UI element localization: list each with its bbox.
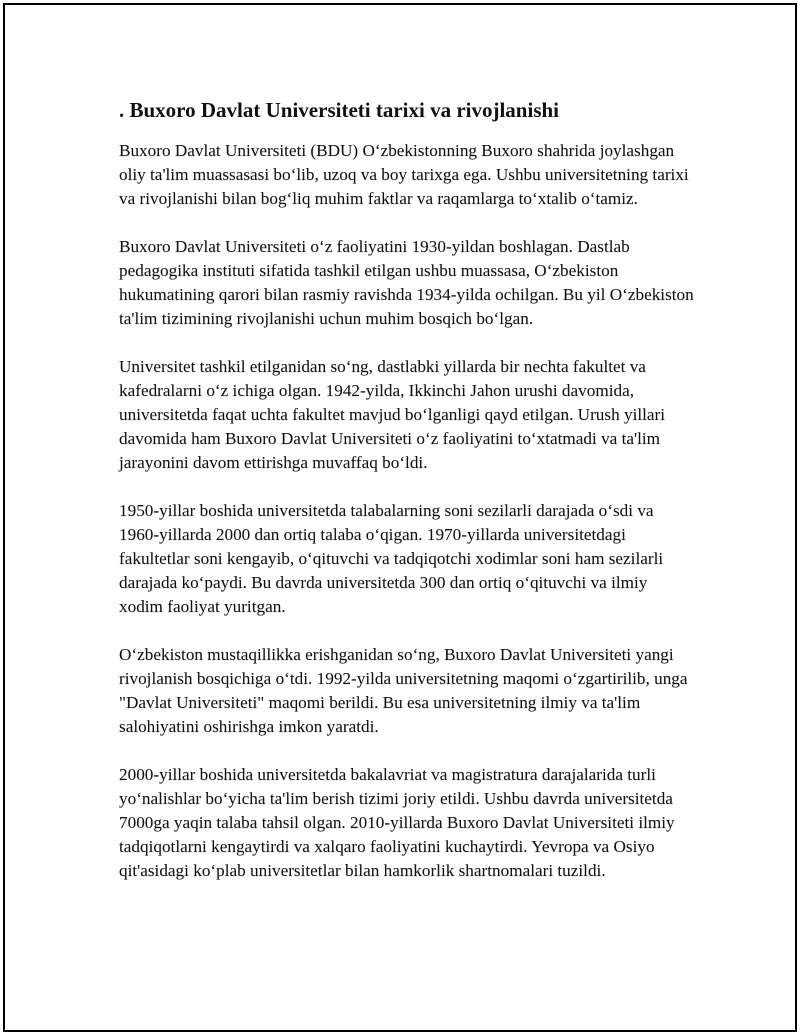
paragraph-modern-era: 2000-yillar boshida universitetda bakalavriat va magistratura darajalarida turli yo‘nalishlar bo‘yicha ta'lim berish tizimi joriy etildi. Ushbu davrda universitetda 7000ga yaqin talaba tahsil olgan. 2010-yillarda Buxoro Davlat Universiteti ilmiy tadqiqotlarni kengaytirdi va xalqaro faoliyatini kuchaytirdi. Yevropa va Osiyo qit'asidagi ko‘plab universitetlar bilan hamkorlik shartnomalari tuzildi. [119,765,675,880]
paragraph-intro: Buxoro Davlat Universiteti (BDU) O‘zbekistonning Buxoro shahrida joylashgan oliy ta'lim muassasasi bo‘lib, uzoq va boy tarixga ega. Ushbu universitetning tarixi va rivojlanishi bilan bog‘liq muhim faktlar va raqamlarga to‘xtalib o‘tamiz. [119,141,689,208]
document-page [3,3,797,1032]
paragraph-early-years: Universitet tashkil etilganidan so‘ng, dastlabki yillarda bir nechta fakultet va kafedralarni o‘z ichiga olgan. 1942-yilda, Ikkinchi Jahon urushi davomida, universitetda faqat uchta fakultet mavjud bo‘lganligi qayd etilgan. Urush yillari davomida ham Buxoro Davlat Universiteti o‘z faoliyatini to‘xtatmadi va ta'lim jarayonini davom ettirishga muvaffaq bo‘ldi. [119,357,666,472]
document-title: . Buxoro Davlat Universiteti tarixi va rivojlanishi [119,98,560,122]
paragraph-founding: Buxoro Davlat Universiteti o‘z faoliyatini 1930-yildan boshlagan. Dastlab pedagogika instituti sifatida tashkil etilgan ushbu muassasa, O‘zbekiston hukumatining qarori bilan rasmiy ravishda 1934-yilda ochilgan. Bu yil O‘zbekiston ta'lim tizimining rivojlanishi uchun muhim bosqich bo‘lgan. [119,237,694,328]
paragraph-growth: 1950-yillar boshida universitetda talabalarning soni sezilarli darajada o‘sdi va 1960-yillarda 2000 dan ortiq talaba o‘qigan. 1970-yillarda universitetdagi fakultetlar soni kengayib, o‘qituvchi va tadqiqotchi xodimlar soni ham sezilarli darajada ko‘paydi. Bu davrda universitetda 300 dan ortiq o‘qituvchi va ilmiy xodim faoliyat yuritgan. [119,501,664,616]
paragraph-independence: O‘zbekiston mustaqillikka erishganidan so‘ng, Buxoro Davlat Universiteti yangi rivojlanish bosqichiga o‘tdi. 1992-yilda universitetning maqomi o‘zgartirilib, unga "Davlat Universiteti" maqomi berildi. Bu esa universitetning ilmiy va ta'lim salohiyatini oshirishga imkon yaratdi. [119,645,688,736]
document-content [119,97,694,907]
